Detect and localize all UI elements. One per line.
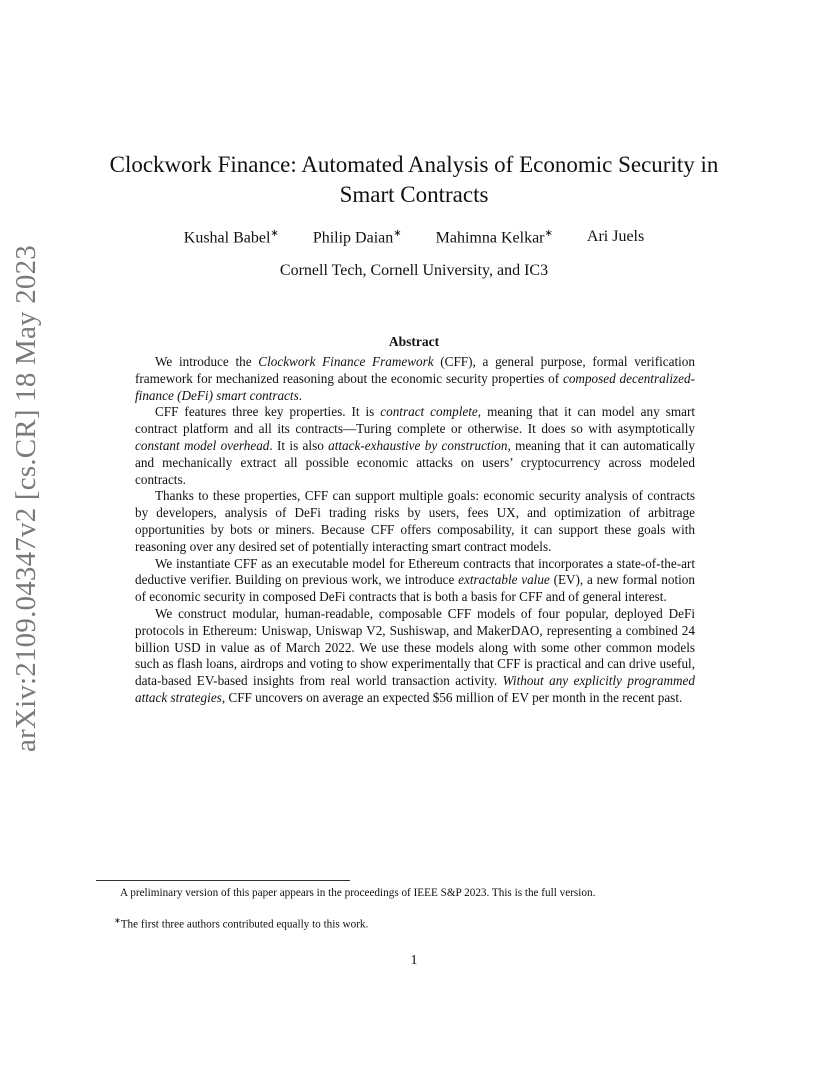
- abstract-body: [135, 354, 695, 707]
- author-juels: Ari Juels: [586, 228, 645, 245]
- arxiv-identifier: arXiv:2109.04347v2 [cs.CR] 18 May 2023: [10, 244, 42, 752]
- author-list: [0, 228, 828, 247]
- footnote-equal-contribution: ∗The first three authors contributed equally to this work.: [114, 916, 369, 931]
- equal-contribution-mark: ∗: [393, 228, 402, 239]
- paper-title: Clockwork Finance: Automated Analysis of Economic Security in Smart Contracts: [109, 152, 719, 207]
- footnote-preliminary: A preliminary version of this paper appears in the proceedings of IEEE S&P 2023. This is the full version.: [120, 887, 596, 899]
- equal-contribution-mark: ∗: [544, 228, 553, 239]
- abstract-paragraph-1: We introduce the Clockwork Finance Framework (CFF), a general purpose, formal verification framework for mechanized reasoning about the economic security properties of composed decentralized-finance (DeFi) smart contracts.: [135, 354, 695, 403]
- abstract-paragraph-2: CFF features three key properties. It is contract complete, meaning that it can model any smart contract platform and all its contracts—Turing complete or otherwise. It does so with asymptotically constant model overhead. It is also attack-exhaustive by construction, meaning that it can automatically and mechanically extract all possible economic attacks on users’ cryptocurrency across modeled contracts.: [135, 404, 695, 487]
- abstract-heading: Abstract: [388, 334, 440, 349]
- author-daian: Philip Daian∗: [312, 228, 402, 247]
- footnote-rule: [96, 880, 350, 881]
- affiliation: Cornell Tech, Cornell University, and IC3: [279, 262, 549, 279]
- abstract-paragraph-4: We instantiate CFF as an executable model for Ethereum contracts that incorporates a state-of-the-art deductive verifier. Building on previous work, we introduce extractable value (EV), a new formal notion of economic security in composed DeFi contracts that is both a basis for CFF and of general interest.: [135, 555, 695, 605]
- author-kelkar: Mahimna Kelkar∗: [435, 228, 553, 247]
- abstract-paragraph-3: Thanks to these properties, CFF can support multiple goals: economic security analysis of contracts by developers, analysis of DeFi trading risks by users, fees UX, and optimization of arbitrage opportunities by bots or miners. Because CFF offers composability, it can support these goals with reasoning over any desired set of potentially interacting smart contract models.: [135, 488, 695, 554]
- author-babel: Kushal Babel∗: [183, 228, 279, 247]
- abstract-paragraph-5: We construct modular, human-readable, composable CFF models of four popular, deployed DeFi protocols in Ethereum: Uniswap, Uniswap V2, Sushiswap, and MakerDAO, representing a combined 24 billion USD in value as of March 2022. We use these models along with some other common models such as flash loans, airdrops and voting to show experimentally that CFF is practical and can drive useful, data-based EV-based insights from real world transaction activity. Without any explicitly programmed attack strategies, CFF uncovers on average an expected $56 million of EV per month in the recent past.: [135, 605, 695, 705]
- page-number: 1: [410, 953, 418, 968]
- equal-contribution-mark: ∗: [270, 228, 279, 239]
